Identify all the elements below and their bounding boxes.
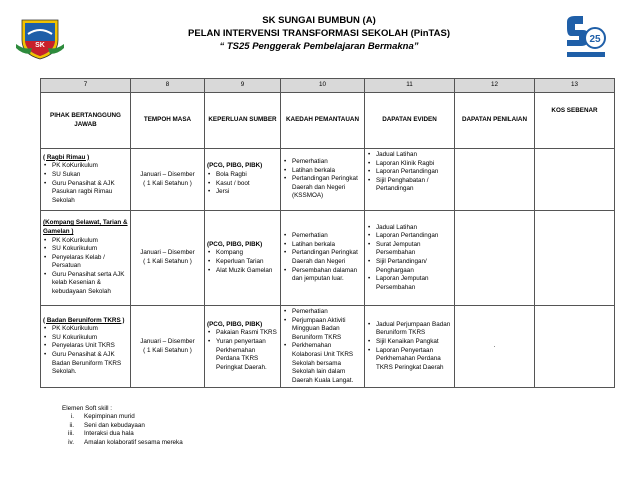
list-item: • Latihan berkala (283, 167, 362, 176)
list-item: • SU Sukan (43, 171, 128, 180)
cell-pihak (41, 211, 131, 306)
header-kos: KOS SEBENAR (535, 93, 615, 149)
list-item: • Pertandingan Peringkat Daerah dan Negeri (283, 249, 362, 266)
cell-keperluan (205, 306, 281, 388)
list-item (62, 439, 183, 447)
list-item: • Laporan Pertandingan (367, 232, 452, 241)
list-item: • Surat Jemputan Persembahan (367, 241, 452, 258)
list-item: • Penyelaras Kelab / Persatuan (43, 254, 128, 271)
list-item: • Penyelaras Unit TKRS (43, 342, 128, 351)
tempoh-range: Januari – Disember (140, 249, 195, 257)
cell-pihak (41, 149, 131, 211)
list-item: • Guru Penasihat & AJK Badan Beruniform TKRS Sekolah. (43, 351, 128, 377)
list-item: • Kompang (207, 249, 278, 258)
cell-tempoh (131, 211, 205, 306)
list-item: • Kasut / boot (207, 180, 278, 189)
header-kaedah: KAEDAH PEMANTAUAN (281, 93, 365, 149)
list-item: • Sijil Kenaikan Pangkat (367, 338, 452, 347)
list-item: • SU Kokurikulum (43, 245, 128, 254)
cell-tempoh (131, 306, 205, 388)
list-item: • Jadual Latihan (367, 224, 452, 233)
table-row (41, 306, 615, 388)
list-item: • PK KoKurikulum (43, 237, 128, 246)
item-number: iv. (68, 438, 74, 446)
cell-penilaian: . (455, 306, 535, 388)
cell-penilaian (455, 149, 535, 211)
list-item: • Sijil Penghabatan / Pertandingan (367, 177, 452, 194)
list-item: • Guru Penasihat serta AJK kelab Kesenian & kebudayaan Sekolah (43, 271, 128, 297)
column-number-row (41, 79, 615, 93)
document-header (0, 14, 638, 53)
list-item: • Laporan Klinik Ragbi (367, 160, 452, 169)
school-name: SK SUNGAI BUMBUN (A) (262, 15, 376, 26)
list-item: • Pakaian Rasmi TKRS (207, 329, 278, 338)
activity-title: ( Ragbi Rimau ) (43, 153, 90, 161)
list-item: • Pertandingan Peringkat Daerah dan Negeri (KSSMOA) (283, 175, 362, 201)
list-item (62, 422, 183, 430)
list-item: • Jadual Perjumpaan Badan Beruniform TKRS (367, 321, 452, 338)
crest-lettering: SK (35, 42, 45, 49)
cell-dapatan (365, 211, 455, 306)
tempoh-range: Januari – Disember (140, 170, 195, 178)
plan-tagline: “ TS25 Penggerak Pembelajaran Bermakna” (219, 41, 419, 52)
list-item: • PK KoKurikulum (43, 162, 128, 171)
header-tempoh: TEMPOH MASA (131, 93, 205, 149)
tempoh-range: Januari – Disember (140, 338, 195, 346)
col-number: 12 (455, 79, 535, 93)
cell-tempoh (131, 149, 205, 211)
tempoh-frequency: ( 1 Kali Setahun ) (143, 258, 192, 265)
col-number: 7 (41, 79, 131, 93)
header-penilaian: DAPATAN PENILAIAN (455, 93, 535, 149)
item-number: i. (70, 413, 74, 421)
item-text: Kepimpinan murid (84, 413, 135, 421)
list-item: • Guru Penasihat & AJK Pasukan ragbi Rimau Sekolah (43, 180, 128, 206)
sumber-title: (PCG, PIBG, PIBK) (207, 162, 263, 170)
cell-kaedah (281, 211, 365, 306)
cell-dapatan (365, 306, 455, 388)
soft-skill-footer (62, 405, 183, 447)
col-number: 8 (131, 79, 205, 93)
list-item: • Latihan berkala (283, 241, 362, 250)
tempoh-frequency: ( 1 Kali Setahun ) (143, 179, 192, 187)
activity-title: (Kompang Selawat, Tarian & Gamelan ) (43, 219, 128, 235)
activity-title: ( Badan Beruniform TKRS ) (43, 316, 125, 324)
list-item: • Jadual Latihan (367, 151, 452, 160)
cell-kos (535, 306, 615, 388)
cell-keperluan (205, 149, 281, 211)
table-row (41, 149, 615, 211)
list-item: • Sijil Pertandingan/ Penghargaan (367, 258, 452, 275)
list-item: • Pemerhatian (283, 158, 362, 167)
cell-kaedah (281, 306, 365, 388)
sumber-title: (PCG, PIBG, PIBK) (207, 320, 263, 328)
item-text: Interaksi dua hala (84, 430, 134, 438)
list-item: • Yuran penyertaan Perkhemahan Perdana TKRS Peringkat Daerah. (207, 338, 278, 372)
header-dapatan: DAPATAN EVIDEN (365, 93, 455, 149)
header-pihak: PIHAK BERTANGGUNG JAWAB (41, 93, 131, 149)
sumber-title: (PCG, PIBG, PIBK) (207, 240, 263, 248)
ts25-logo-number: 25 (589, 34, 601, 45)
list-item: • Laporan Pertandingan (367, 168, 452, 177)
header-keperluan: KEPERLUAN SUMBER (205, 93, 281, 149)
intervention-plan-table (40, 78, 615, 388)
cell-kaedah (281, 149, 365, 211)
list-item: • Perkhemahan Kolaborasi Unit TKRS Sekolah bersama Sekolah lain dalam Daerah Kuala Langat. (283, 342, 362, 385)
list-item: • Laporan Jemputan Persembahan (367, 275, 452, 292)
col-number: 13 (535, 79, 615, 93)
footer-title: Elemen Soft skill : (62, 405, 113, 412)
list-item: • Keperluan Tarian (207, 258, 278, 267)
cell-keperluan (205, 211, 281, 306)
list-item: • Persembahan dalaman dan jemputan luar. (283, 267, 362, 284)
cell-dapatan (365, 149, 455, 211)
list-item: • Pemerhatian (283, 232, 362, 241)
plan-title: PELAN INTERVENSI TRANSFORMASI SEKOLAH (PinTAS) (188, 28, 450, 39)
item-number: iii. (68, 430, 74, 438)
list-item: • SU Kokurikulum (43, 334, 128, 343)
cell-pihak (41, 306, 131, 388)
cell-kos (535, 211, 615, 306)
list-item: • PK KoKurikulum (43, 325, 128, 334)
column-header-row (41, 93, 615, 149)
col-number: 10 (281, 79, 365, 93)
item-text: Seni dan kebudayaan (84, 421, 145, 429)
list-item: • Pemerhatian (283, 308, 362, 317)
list-item (62, 413, 183, 421)
table-row (41, 211, 615, 306)
list-item: • Laporan Penyertaan Perkhemahan Perdana TKRS Peringkat Daerah (367, 347, 452, 373)
tempoh-frequency: ( 1 Kali Setahun ) (143, 346, 192, 354)
col-number: 11 (365, 79, 455, 93)
list-item: • Jersi (207, 188, 278, 197)
item-number: ii. (69, 421, 74, 429)
list-item: • Alat Muzik Gamelan (207, 267, 278, 276)
item-text: Amalan kolaboratif sesama mereka (84, 438, 183, 446)
list-item: • Bola Ragbi (207, 171, 278, 180)
cell-kos (535, 149, 615, 211)
cell-penilaian (455, 211, 535, 306)
col-number: 9 (205, 79, 281, 93)
list-item: • Perjumpaan Aktiviti Mingguan Badan Beruniform TKRS (283, 317, 362, 343)
list-item (62, 430, 183, 438)
